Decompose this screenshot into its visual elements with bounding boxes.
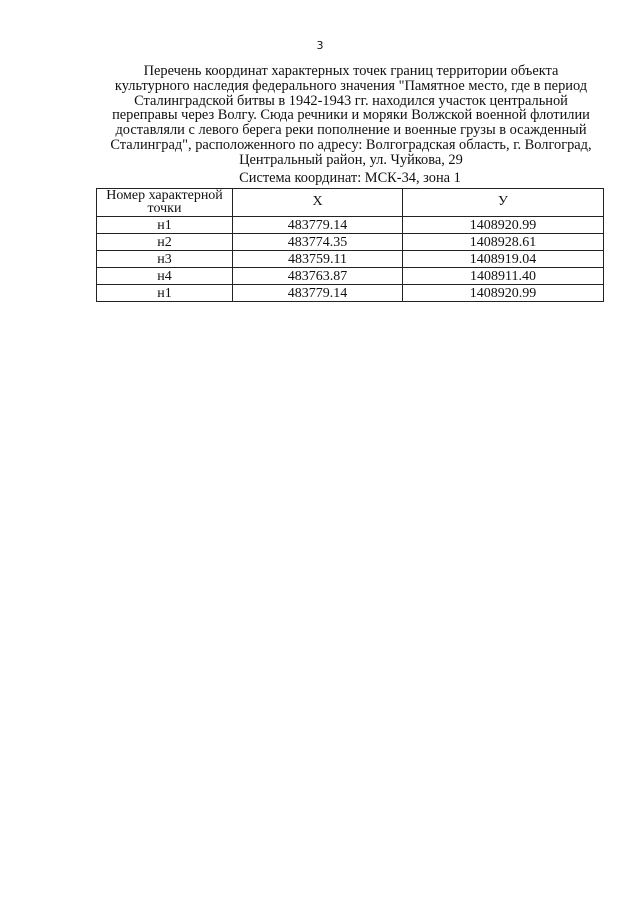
point-number-cell: н4 <box>97 268 233 285</box>
page-number: 3 <box>316 39 324 52</box>
heading-line: Сталинградской битвы в 1942-1943 гг. находился участок центральной <box>134 92 568 109</box>
heading-line: культурного наследия федерального значения "Памятное место, где в период <box>114 77 588 94</box>
heading-line: переправы через Волгу. Сюда речники и моряки Волжской военной флотилии <box>112 107 590 124</box>
x-coordinate-cell: 483779.14 <box>233 217 403 234</box>
x-coordinate-cell: 483763.87 <box>233 268 403 285</box>
coordinates-table <box>96 188 604 302</box>
column-header-point-number: Номер характерной точки <box>97 189 233 217</box>
point-number-cell: н3 <box>97 251 233 268</box>
x-coordinate-cell: 483779.14 <box>233 285 403 302</box>
column-header-x: X <box>233 189 403 217</box>
table-row <box>97 217 604 234</box>
x-coordinate-cell: 483774.35 <box>233 234 403 251</box>
document-heading <box>88 64 614 168</box>
coordinate-system-caption: Система координат: МСК-34, зона 1 <box>239 170 461 186</box>
x-coordinate-cell: 483759.11 <box>233 251 403 268</box>
y-coordinate-cell: 1408919.04 <box>403 251 604 268</box>
column-header-y: У <box>403 189 604 217</box>
heading-line: Центральный район, ул. Чуйкова, 29 <box>239 151 463 168</box>
heading-line: Сталинград", расположенного по адресу: Волгоградская область, г. Волгоград, <box>110 136 592 153</box>
point-number-cell: н2 <box>97 234 233 251</box>
table-header-row <box>97 189 604 217</box>
y-coordinate-cell: 1408911.40 <box>403 268 604 285</box>
y-coordinate-cell: 1408920.99 <box>403 217 604 234</box>
table-row <box>97 234 604 251</box>
y-coordinate-cell: 1408920.99 <box>403 285 604 302</box>
point-number-cell: н1 <box>97 285 233 302</box>
heading-line: Перечень координат характерных точек границ территории объекта <box>143 63 559 79</box>
point-number-cell: н1 <box>97 217 233 234</box>
table-row <box>97 268 604 285</box>
table-row <box>97 251 604 268</box>
y-coordinate-cell: 1408928.61 <box>403 234 604 251</box>
table-row <box>97 285 604 302</box>
heading-line: доставляли с левого берега реки пополнение и военные грузы в осажденный <box>115 122 587 139</box>
